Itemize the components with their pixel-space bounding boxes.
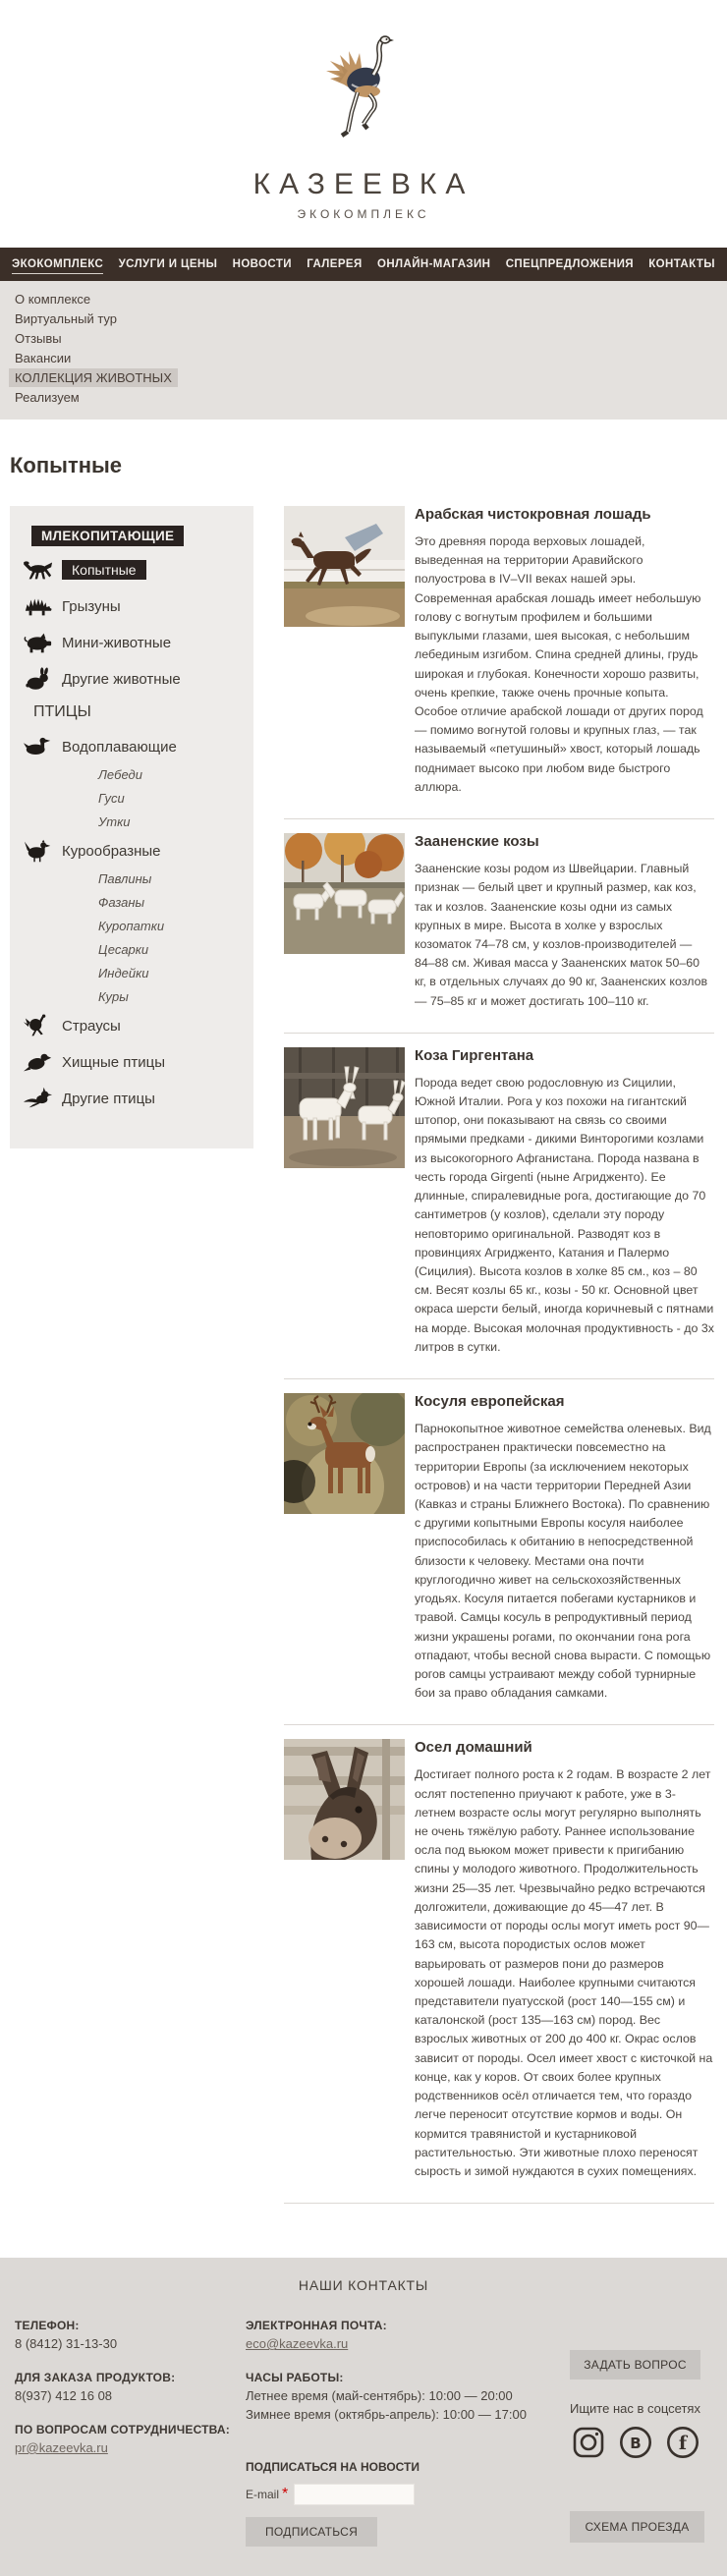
subscribe-button[interactable]: ПОДПИСАТЬСЯ — [246, 2517, 377, 2547]
animal-categories-sidebar — [10, 506, 253, 1148]
sidebar-item-ostriches[interactable] — [22, 1014, 244, 1037]
footer — [0, 2258, 727, 2576]
girgentana-goat-photo — [284, 1047, 405, 1168]
sidebar-link-rodents[interactable]: Грызуны — [62, 597, 121, 615]
subscribe-block — [246, 2460, 570, 2547]
animal-entry-girgentana-goat — [284, 1047, 714, 1379]
sidebar-link-turkeys[interactable]: Индейки — [98, 966, 149, 980]
sidebar-item-other-animals[interactable] — [22, 667, 244, 691]
phone-label: ТЕЛЕФОН: — [15, 2319, 80, 2333]
saanen-goats-photo — [284, 833, 405, 954]
sidebar-link-ducks[interactable]: Утки — [98, 814, 131, 829]
logo[interactable] — [253, 33, 475, 221]
content-area — [0, 506, 727, 2204]
submenu-vacancies[interactable]: Вакансии — [15, 350, 72, 365]
sidebar-link-swans[interactable]: Лебеди — [98, 767, 142, 782]
phone-value: 8 (8412) 31-13-30 — [15, 2336, 118, 2352]
sidebar-link-chickens[interactable]: Куры — [98, 989, 129, 1004]
required-mark: * — [282, 2485, 289, 2502]
brand-title: КАЗЕЕВКА — [252, 168, 475, 200]
animal-entry-arabian-horse — [284, 506, 714, 819]
sidebar-item-mini-animals[interactable] — [22, 631, 244, 654]
animal-name: Арабская чистокровная лошадь — [415, 506, 651, 523]
vk-icon[interactable] — [617, 2424, 654, 2466]
main-nav — [0, 248, 727, 281]
peacock-icon — [24, 1087, 53, 1110]
animal-entry-saanen-goats — [284, 833, 714, 1034]
orders-phone-value: 8(937) 412 16 08 — [15, 2388, 113, 2404]
facebook-icon[interactable] — [664, 2424, 701, 2466]
animal-description: Достигает полного роста к 2 годам. В возрасте 2 лет ослят постепенно приучают к работе, уже в 3-летнем возрасте ослы могут регулярно выполнять не очень тяжёлую работу. Раннее использование осла под вьюком может привести к пригибанию спины у молодого животного. Продолжительность жизни 25—35 лет. Чрезвычайно редко встречаются долгожители, доживающие до 45—47 лет. В зависимости от породы ослы могут иметь рост 90—163 см, высота породистых ослов может варьировать от размеров пони до размеров хорошей лошади. Наиболее крупными считаются представители пуатусской (рост 140—155 см) и каталонской (рост 135—163 см) пород. Вес взрослых животных от 200 до 400 кг. Окрас ослов зависит от породы. Осел имеет хвост с кисточкой на конце, как у коров. От своих более крупных родственников осёл отличается тем, что гораздо легче переносит отсутствие кормов и воды. Он кормится травянистой и кустарниковой растительностью. Эти животные плохо переносят сырость и зимой нуждаются в сухих помещениях. — [415, 1767, 713, 2178]
animal-list — [284, 506, 714, 2204]
site-header — [0, 0, 727, 248]
nav-news[interactable]: НОВОСТИ — [232, 258, 292, 270]
porcupine-icon — [24, 594, 53, 618]
page-title: Копытные — [10, 453, 123, 477]
hours-winter: Зимнее время (октябрь-апрель): 10:00 — 17:00 — [246, 2406, 527, 2422]
submenu-about[interactable]: О комплексе — [15, 291, 91, 307]
roe-deer-photo — [284, 1393, 405, 1514]
animal-description: Зааненские козы родом из Швейцарии. Главный признак — белый цвет и крупный размер, как коз, так и козлов. Зааненские козы одни из самых крупных в мире. Высота в холке у взрослых козоматок 74–78 см, у козлов-производителей — 84–88 см. Живая масса у Зааненских маток 50–60 кг, в отдельных случаях до 90 кг, Зааненских козлов — 75–85 кг и может достигать 100–110 кг. — [415, 862, 708, 1008]
route-map-button[interactable]: СХЕМА ПРОЕЗДА — [570, 2511, 704, 2543]
partnership-email-link[interactable]: pr@kazeevka.ru — [15, 2439, 108, 2455]
email-label: ЭЛЕКТРОННАЯ ПОЧТА: — [246, 2319, 387, 2333]
sidebar-link-partridges[interactable]: Куропатки — [98, 919, 165, 933]
sidebar-link-birds-of-prey[interactable]: Хищные птицы — [62, 1053, 166, 1071]
donkey-photo — [284, 1739, 405, 1860]
nav-offers[interactable]: СПЕЦПРЕДЛОЖЕНИЯ — [505, 258, 634, 270]
animal-name: Осел домашний — [415, 1739, 532, 1757]
subscribe-label: ПОДПИСАТЬСЯ НА НОВОСТИ — [246, 2459, 420, 2474]
pig-icon — [24, 631, 53, 654]
submenu-reviews[interactable]: Отзывы — [15, 330, 62, 346]
brand-tagline: ЭКОКОМПЛЕКС — [297, 207, 430, 221]
horse-icon — [24, 558, 53, 582]
animal-description: Порода ведет свою родословную из Сицилии, Южной Италии. Рога у коз похожи на гигантский штопор, они показывают на связь со своими прямыми предками - дикими Винторогими козлами из высокогорного Афганистана. Порода названа в честь города Girgenti (ныне Агридженто). Ее длинные, спиралевидные рога, достигающие до 70 сантиметров (у козлов), сделали эту породу неповторимо оригинальной. Разводят коз в провинциях Агридженто, Катания и Палермо (Сицилия). Высота козлов в холке 85 см., коз – 80 см. Весят козлы 65 кг., козы - 50 кг. Основной цвет окраса шерсти белый, иногда коричневый с пятнами на морде. Высокая молочная продуктивность - до 3х литров в сутки. — [415, 1075, 714, 1354]
hours-summer: Летнее время (май-сентябрь): 10:00 — 20:00 — [246, 2388, 513, 2404]
nav-shop[interactable]: ОНЛАЙН-МАГАЗИН — [376, 258, 491, 270]
rabbit-icon — [24, 667, 53, 691]
animal-name: Косуля европейская — [415, 1393, 565, 1411]
sidebar-link-mini-animals[interactable]: Мини-животные — [62, 634, 172, 651]
ostrich-icon — [24, 1014, 53, 1037]
eagle-icon — [24, 1050, 53, 1074]
submenu-virtual-tour[interactable]: Виртуальный тур — [15, 310, 117, 326]
social-label: Ищите нас в соцсетях — [570, 2401, 700, 2417]
animal-name: Коза Гиргентана — [415, 1046, 534, 1064]
duck-icon — [24, 735, 53, 758]
sidebar-section-mammals: МЛЕКОПИТАЮЩИЕ — [31, 526, 184, 546]
animal-description: Это древняя порода верховых лошадей, выведенная на территории Аравийского полуострова в IV–VII веках нашей эры. Современная арабская лошадь имеет небольшую голову с вогнутым профилем и большими выпуклыми глазами, шея высокая, с небольшим лебединым изгибом. Спина средней длины, грудь широкая и глубокая. Конечности хорошо развиты, очень крепкие, также очень прочные копыта. Особое отличие арабской лошади от других пород — помимо вогнутой головы и крупных глаз, — так называемый «петушиный» хвост, который лошадь поднимает высоко при любом виде быстрого аллюра. — [415, 534, 703, 794]
sidebar-link-peacocks[interactable]: Павлины — [98, 871, 152, 886]
orders-label: ДЛЯ ЗАКАЗА ПРОДУКТОВ: — [15, 2371, 176, 2385]
sidebar-link-geese[interactable]: Гуси — [98, 791, 125, 806]
submenu-realizuem[interactable]: Реализуем — [15, 389, 80, 405]
hours-label: ЧАСЫ РАБОТЫ: — [246, 2371, 344, 2385]
hen-icon — [24, 839, 53, 863]
subscribe-email-input[interactable] — [294, 2484, 415, 2505]
galliformes-sublist — [98, 871, 244, 1004]
sidebar-item-hoofed[interactable] — [22, 558, 244, 582]
sidebar-item-birds-of-prey[interactable] — [22, 1050, 244, 1074]
sidebar-item-waterfowl[interactable] — [22, 735, 244, 758]
sidebar-link-galliformes[interactable]: Курообразные — [62, 842, 161, 860]
sidebar-link-guinea-fowl[interactable]: Цесарки — [98, 942, 149, 957]
svg-text:В: В — [630, 2435, 642, 2453]
waterfowl-sublist — [98, 767, 244, 829]
animal-name: Зааненские козы — [415, 833, 539, 851]
footer-contacts-col — [15, 2319, 246, 2547]
submenu-animal-collection[interactable]: КОЛЛЕКЦИЯ ЖИВОТНЫХ — [9, 368, 178, 387]
ask-question-button[interactable]: ЗАДАТЬ ВОПРОС — [570, 2350, 700, 2380]
sidebar-link-other-animals[interactable]: Другие животные — [62, 670, 181, 688]
nav-services[interactable]: УСЛУГИ И ЦЕНЫ — [118, 258, 218, 270]
email-link[interactable]: eco@kazeevka.ru — [246, 2336, 349, 2352]
sidebar-link-waterfowl[interactable]: Водоплавающие — [62, 738, 177, 756]
footer-title: НАШИ КОНТАКТЫ — [298, 2277, 429, 2294]
animal-entry-roe-deer — [284, 1393, 714, 1725]
partnership-label: ПО ВОПРОСАМ СОТРУДНИЧЕСТВА: — [15, 2422, 230, 2436]
sidebar-section-birds: ПТИЦЫ — [33, 703, 91, 720]
instagram-icon[interactable] — [570, 2424, 607, 2466]
sidebar-link-other-birds[interactable]: Другие птицы — [62, 1090, 155, 1107]
sidebar-link-pheasants[interactable]: Фазаны — [98, 895, 145, 910]
sidebar-link-hoofed[interactable]: Копытные — [62, 560, 146, 580]
sidebar-item-rodents[interactable] — [22, 594, 244, 618]
email-field-label: E-mail — [246, 2487, 280, 2501]
sidebar-link-ostriches[interactable]: Страусы — [62, 1017, 121, 1035]
nav-ecocomplex[interactable]: ЭКОКОМПЛЕКС — [12, 255, 103, 274]
ostrich-logo-icon — [316, 146, 411, 163]
nav-gallery[interactable]: ГАЛЕРЕЯ — [307, 258, 363, 270]
animal-description: Парнокопытное животное семейства оленевых. Вид распространен практически повсеместно на территории Европы (за исключением некоторых островов) и на части территории Передней Азии (Кавказ и страны Ближнего Востока). По сравнению с другими копытными Европы косуля наиболее приспособилась к обитанию в непосредственной близости к человеку. Местами она почти круглогодично живет на сельскохозяйственных угодьях. Косуля питается побегами кустарников и травой. Самцы косуль в репродуктивный период жизни украшены рогами, по окончании гона рога отпадают, чтобы весной снова вырасти. С помощью рогов самцы устраивают между собой турнирные бои за право обладания самками. — [415, 1422, 711, 1701]
nav-contacts[interactable]: КОНТАКТЫ — [648, 258, 715, 270]
sidebar-item-galliformes[interactable] — [22, 839, 244, 863]
submenu — [0, 281, 727, 420]
sidebar-item-other-birds[interactable] — [22, 1087, 244, 1110]
animal-entry-donkey — [284, 1739, 714, 2204]
arabian-horse-photo — [284, 506, 405, 627]
footer-info-col — [246, 2319, 570, 2547]
svg-text:f: f — [678, 2433, 688, 2455]
footer-actions-col — [570, 2319, 712, 2547]
